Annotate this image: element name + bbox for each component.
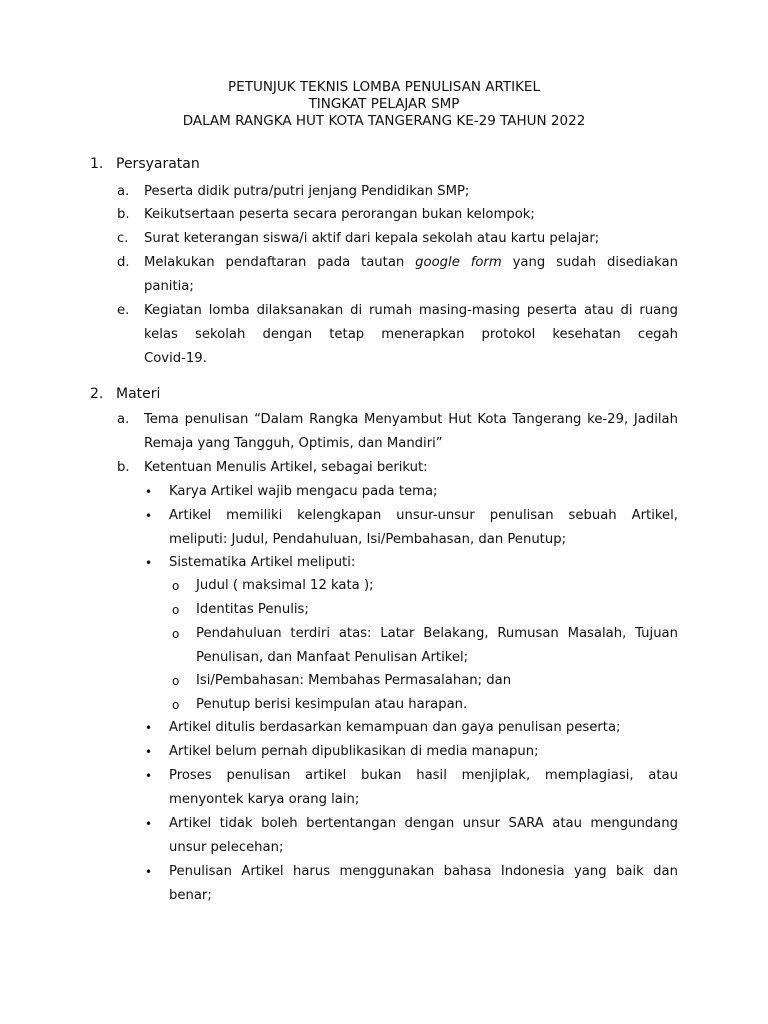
google-form-emphasis: google form: [415, 255, 502, 270]
list-marker: a.: [117, 412, 130, 427]
bullet-text-line-1: Penulisan Artikel harus menggunakan bahasa Indonesia yang baik dan: [169, 864, 678, 879]
list-text: Keikutsertaan peserta secara perorangan bukan kelompok;: [144, 207, 535, 222]
list-text-continuation: panitia;: [144, 279, 194, 294]
sub-marker: o: [172, 603, 180, 617]
bullet-item: [144, 504, 678, 552]
list-text: Melakukan pendaftaran pada tautan google form yang sudah disediakan: [144, 255, 678, 270]
sub-text-line-1: Pendahuluan terdiri atas: Latar Belakang, Rumusan Masalah, Tujuan: [196, 626, 678, 641]
title-line-3: DALAM RANGKA HUT KOTA TANGERANG KE-29 TAHUN 2022: [182, 113, 586, 129]
bullet-text: Sistematika Artikel meliputi:: [169, 555, 356, 570]
list-text: Surat keterangan siswa/i aktif dari kepala sekolah atau kartu pelajar;: [144, 231, 600, 246]
list-item: [117, 251, 678, 299]
section-number: 2.: [90, 386, 104, 402]
list-text-line-2: kelas sekolah dengan tetap menerapkan protokol kesehatan cegah: [144, 327, 678, 342]
bullet-marker: •: [145, 509, 153, 523]
list-text-line-2: Remaja yang Tangguh, Optimis, dan Mandiri”: [144, 436, 443, 451]
bullet-marker: •: [145, 721, 153, 735]
bullet-text-line-1: Proses penulisan artikel bukan hasil menjiplak, memplagiasi, atau: [169, 768, 678, 783]
list-marker: c.: [117, 231, 129, 246]
sub-text: Identitas Penulis;: [196, 602, 309, 617]
list-marker: b.: [117, 207, 130, 222]
sub-text: Penutup berisi kesimpulan atau harapan.: [196, 697, 468, 712]
list-item: [117, 299, 678, 371]
sub-marker: o: [172, 674, 180, 688]
sub-marker: o: [172, 698, 180, 712]
section-number: 1.: [90, 156, 104, 172]
bullet-marker: •: [145, 817, 153, 831]
document-title: [0, 79, 768, 130]
list-text-line-3: Covid-19.: [144, 351, 207, 366]
bullet-text: Artikel ditulis berdasarkan kemampuan dan gaya penulisan peserta;: [169, 720, 621, 735]
bullet-text: Artikel belum pernah dipublikasikan di media manapun;: [169, 744, 539, 759]
section-title: Materi: [116, 386, 161, 402]
bullet-marker: •: [145, 769, 153, 783]
list-text-line-1: Tema penulisan “Dalam Rangka Menyambut Hut Kota Tangerang ke-29, Jadilah: [144, 412, 678, 427]
bullet-text-line-2: benar;: [169, 888, 212, 903]
bullet-item: [144, 860, 678, 908]
list-text: Ketentuan Menulis Artikel, sebagai berikut:: [144, 460, 428, 475]
bullet-marker: •: [145, 745, 153, 759]
sub-text: Judul ( maksimal 12 kata );: [196, 578, 374, 593]
sub-marker: o: [172, 579, 180, 593]
bullet-text-line-2: menyontek karya orang lain;: [169, 792, 360, 807]
bullet-marker: •: [145, 556, 153, 570]
sub-marker: o: [172, 627, 180, 641]
sub-text: Isi/Pembahasan: Membahas Permasalahan; dan: [196, 673, 512, 688]
list-text-line-1: Kegiatan lomba dilaksanakan di rumah masing-masing peserta atau di ruang: [144, 303, 678, 318]
list-item: [117, 408, 678, 456]
bullet-text-line-1: Artikel tidak boleh bertentangan dengan unsur SARA atau mengundang: [169, 816, 678, 831]
bullet-item: [144, 764, 678, 812]
bullet-text-line-2: meliputi: Judul, Pendahuluan, Isi/Pembahasan, dan Penutup;: [169, 532, 567, 547]
title-line-2: TINGKAT PELAJAR SMP: [308, 96, 460, 112]
bullet-text: Karya Artikel wajib mengacu pada tema;: [169, 484, 438, 499]
bullet-marker: •: [145, 865, 153, 879]
section-title: Persyaratan: [116, 156, 200, 172]
sub-text-line-2: Penulisan, dan Manfaat Penulisan Artikel;: [196, 650, 469, 665]
list-marker: e.: [117, 303, 130, 318]
list-marker: a.: [117, 184, 130, 199]
bullet-item: [144, 812, 678, 860]
bullet-text-line-1: Artikel memiliki kelengkapan unsur-unsur penulisan sebuah Artikel,: [169, 508, 678, 523]
title-line-1: PETUNJUK TEKNIS LOMBA PENULISAN ARTIKEL: [228, 79, 540, 95]
list-marker: d.: [117, 255, 130, 270]
sub-list-item: [171, 622, 678, 670]
list-text: Peserta didik putra/putri jenjang Pendidikan SMP;: [144, 184, 470, 199]
bullet-marker: •: [145, 485, 153, 499]
list-marker: b.: [117, 460, 130, 475]
bullet-text-line-2: unsur pelecehan;: [169, 840, 284, 855]
